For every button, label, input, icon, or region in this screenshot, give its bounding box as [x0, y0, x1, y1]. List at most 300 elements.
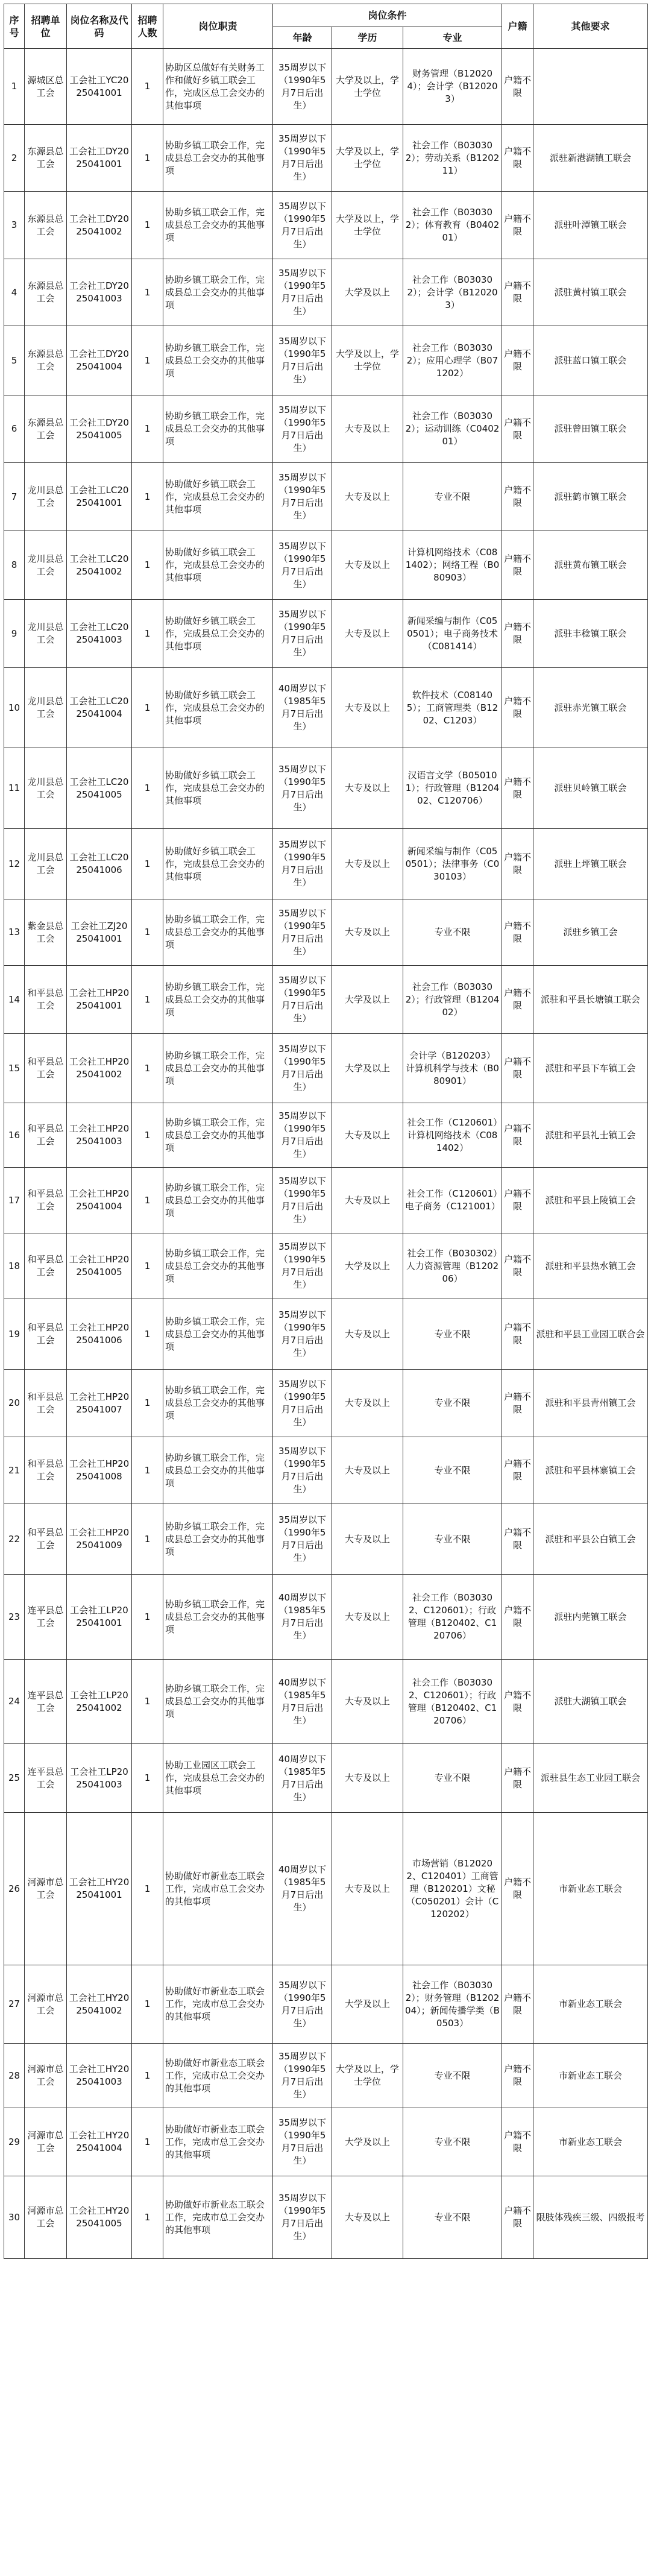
cell-duty: 协助做好市新业态工联会工作，完成市总工会交办的其他事项 [163, 2176, 273, 2259]
cell-no: 14 [4, 966, 25, 1034]
cell-position: 工会社工DY2025041001 [67, 125, 132, 192]
cell-position: 工会社工HP2025041003 [67, 1103, 132, 1168]
cell-education: 大专及以上 [332, 829, 403, 899]
cell-count: 1 [132, 899, 163, 966]
cell-other: 派驻鹤市镇工联会 [533, 463, 648, 531]
cell-education: 大学及以上 [332, 259, 403, 326]
cell-unit: 和平县总工会 [25, 1034, 67, 1103]
cell-hukou: 户籍不限 [502, 1168, 533, 1233]
cell-position: 工会社工HY2025041003 [67, 2044, 132, 2108]
cell-education: 大专及以上 [332, 1103, 403, 1168]
cell-hukou: 户籍不限 [502, 395, 533, 463]
table-row [4, 125, 648, 192]
cell-other [533, 49, 648, 125]
cell-other: 派驻和平县礼士镇工会 [533, 1103, 648, 1168]
cell-count: 1 [132, 1575, 163, 1660]
cell-major: 专业不限 [403, 1299, 502, 1370]
cell-age: 35周岁以下（1990年5月7日后出生） [273, 600, 332, 668]
cell-duty: 协助做好乡镇工联会工作，完成县总工会交办的其他事项 [163, 668, 273, 748]
cell-unit: 和平县总工会 [25, 1168, 67, 1233]
cell-no: 15 [4, 1034, 25, 1103]
cell-hukou: 户籍不限 [502, 1233, 533, 1299]
cell-unit: 龙川县总工会 [25, 829, 67, 899]
cell-duty: 协助做好乡镇工联会工作，完成县总工会交办的其他事项 [163, 463, 273, 531]
cell-no: 18 [4, 1233, 25, 1299]
cell-no: 1 [4, 49, 25, 125]
cell-other: 派驻丰稔镇工联会 [533, 600, 648, 668]
cell-age: 35周岁以下（1990年5月7日后出生） [273, 1034, 332, 1103]
cell-education: 大学及以上，学士学位 [332, 2044, 403, 2108]
cell-position: 工会社工LC2025041005 [67, 748, 132, 829]
cell-count: 1 [132, 748, 163, 829]
cell-major: 社会工作（B030302）；运动训练（C040201） [403, 395, 502, 463]
cell-age: 40周岁以下（1985年5月7日后出生） [273, 1660, 332, 1744]
cell-duty: 协助乡镇工联会工作，完成县总工会交办的其他事项 [163, 966, 273, 1034]
cell-duty: 协助乡镇工联会工作，完成县总工会交办的其他事项 [163, 326, 273, 395]
cell-age: 40周岁以下（1985年5月7日后出生） [273, 1813, 332, 1965]
cell-age: 40周岁以下（1985年5月7日后出生） [273, 1744, 332, 1813]
cell-unit: 和平县总工会 [25, 1437, 67, 1504]
cell-position: 工会社工DY2025041002 [67, 192, 132, 259]
cell-unit: 和平县总工会 [25, 1370, 67, 1437]
table-row [4, 1034, 648, 1103]
cell-count: 1 [132, 463, 163, 531]
cell-count: 1 [132, 1813, 163, 1965]
cell-major: 汉语言文学（B050101）；行政管理（B120402、C120706） [403, 748, 502, 829]
cell-education: 大专及以上 [332, 395, 403, 463]
cell-major: 新闻采编与制作（C050501）；法律事务（C030103） [403, 829, 502, 899]
cell-hukou: 户籍不限 [502, 829, 533, 899]
cell-count: 1 [132, 2044, 163, 2108]
cell-position: 工会社工DY2025041004 [67, 326, 132, 395]
cell-count: 1 [132, 259, 163, 326]
cell-other: 派驻内莞镇工联会 [533, 1575, 648, 1660]
cell-major: 社会工作（B030302）人力资源管理（B120206） [403, 1233, 502, 1299]
cell-position: 工会社工LC2025041006 [67, 829, 132, 899]
cell-major: 社会工作（B030302、C120601）；行政管理（B120402、C120706） [403, 1575, 502, 1660]
table-row [4, 1103, 648, 1168]
cell-education: 大学及以上，学士学位 [332, 125, 403, 192]
cell-age: 35周岁以下（1990年5月7日后出生） [273, 1370, 332, 1437]
cell-no: 29 [4, 2108, 25, 2176]
table-row [4, 1813, 648, 1965]
cell-position: 工会社工ZJ2025041001 [67, 899, 132, 966]
cell-no: 4 [4, 259, 25, 326]
cell-position: 工会社工LP2025041002 [67, 1660, 132, 1744]
cell-duty: 协助做好乡镇工联会工作，完成县总工会交办的其他事项 [163, 531, 273, 600]
cell-no: 9 [4, 600, 25, 668]
cell-unit: 河源市总工会 [25, 2044, 67, 2108]
header-position: 岗位名称及代码 [67, 4, 132, 49]
cell-unit: 东源县总工会 [25, 125, 67, 192]
cell-major: 专业不限 [403, 899, 502, 966]
cell-age: 35周岁以下（1990年5月7日后出生） [273, 1504, 332, 1575]
cell-no: 2 [4, 125, 25, 192]
cell-major: 市场营销（B120202、C120401）工商管理（B120201）文秘（C050201）会计（C120202） [403, 1813, 502, 1965]
cell-major: 财务管理（B120204）；会计学（B120203） [403, 49, 502, 125]
cell-other: 派驻和平县青州镇工会 [533, 1370, 648, 1437]
cell-age: 35周岁以下（1990年5月7日后出生） [273, 829, 332, 899]
cell-education: 大专及以上 [332, 748, 403, 829]
cell-age: 40周岁以下（1985年5月7日后出生） [273, 668, 332, 748]
cell-no: 10 [4, 668, 25, 748]
cell-age: 35周岁以下（1990年5月7日后出生） [273, 2108, 332, 2176]
cell-duty: 协助乡镇工联会工作，完成县总工会交办的其他事项 [163, 899, 273, 966]
cell-education: 大专及以上 [332, 1744, 403, 1813]
cell-count: 1 [132, 966, 163, 1034]
cell-major: 社会工作（B030302）；体育教育（B040201） [403, 192, 502, 259]
cell-education: 大专及以上 [332, 1437, 403, 1504]
cell-hukou: 户籍不限 [502, 899, 533, 966]
cell-position: 工会社工HP2025041009 [67, 1504, 132, 1575]
cell-education: 大学及以上 [332, 2108, 403, 2176]
cell-education: 大学及以上，学士学位 [332, 192, 403, 259]
cell-hukou: 户籍不限 [502, 668, 533, 748]
header-other: 其他要求 [533, 4, 648, 49]
cell-position: 工会社工LP2025041003 [67, 1744, 132, 1813]
table-row [4, 748, 648, 829]
cell-other: 派驻新港湖镇工联会 [533, 125, 648, 192]
cell-no: 24 [4, 1660, 25, 1744]
cell-count: 1 [132, 395, 163, 463]
cell-hukou: 户籍不限 [502, 1660, 533, 1744]
cell-count: 1 [132, 1660, 163, 1744]
cell-no: 22 [4, 1504, 25, 1575]
cell-duty: 协助做好市新业态工联会工作，完成市总工会交办的其他事项 [163, 1965, 273, 2044]
table-row [4, 1744, 648, 1813]
cell-duty: 协助乡镇工联会工作，完成县总工会交办的其他事项 [163, 125, 273, 192]
cell-unit: 龙川县总工会 [25, 668, 67, 748]
cell-duty: 协助乡镇工联会工作，完成县总工会交办的其他事项 [163, 259, 273, 326]
header-hukou: 户籍 [502, 4, 533, 49]
cell-unit: 和平县总工会 [25, 1504, 67, 1575]
cell-other: 派驻曾田镇工联会 [533, 395, 648, 463]
cell-major: 软件技术（C081405）；工商管理类（B1202、C1203） [403, 668, 502, 748]
cell-unit: 河源市总工会 [25, 1965, 67, 2044]
cell-duty: 协助乡镇工联会工作，完成县总工会交办的其他事项 [163, 1034, 273, 1103]
cell-age: 35周岁以下（1990年5月7日后出生） [273, 1168, 332, 1233]
cell-other: 派驻和平县公白镇工会 [533, 1504, 648, 1575]
cell-age: 35周岁以下（1990年5月7日后出生） [273, 326, 332, 395]
cell-other: 派驻和平县热水镇工会 [533, 1233, 648, 1299]
cell-duty: 协助区总做好有关财务工作和做好乡镇工联会工作，完成区总工会交办的其他事项 [163, 49, 273, 125]
cell-other: 派驻和平县林寨镇工会 [533, 1437, 648, 1504]
cell-major: 专业不限 [403, 1504, 502, 1575]
cell-age: 35周岁以下（1990年5月7日后出生） [273, 2176, 332, 2259]
cell-age: 35周岁以下（1990年5月7日后出生） [273, 49, 332, 125]
cell-hukou: 户籍不限 [502, 966, 533, 1034]
cell-count: 1 [132, 1370, 163, 1437]
cell-count: 1 [132, 1233, 163, 1299]
cell-major: 专业不限 [403, 1744, 502, 1813]
header-conditions: 岗位条件 [273, 4, 502, 27]
table-row [4, 1299, 648, 1370]
cell-no: 23 [4, 1575, 25, 1660]
table-body [4, 49, 648, 2259]
table-row [4, 326, 648, 395]
cell-education: 大专及以上 [332, 463, 403, 531]
cell-hukou: 户籍不限 [502, 326, 533, 395]
cell-no: 12 [4, 829, 25, 899]
cell-position: 工会社工HP2025041005 [67, 1233, 132, 1299]
cell-education: 大专及以上 [332, 1660, 403, 1744]
cell-position: 工会社工HP2025041006 [67, 1299, 132, 1370]
cell-count: 1 [132, 1965, 163, 2044]
table-row [4, 1233, 648, 1299]
cell-count: 1 [132, 1504, 163, 1575]
table-row [4, 2176, 648, 2259]
cell-no: 7 [4, 463, 25, 531]
cell-unit: 和平县总工会 [25, 1233, 67, 1299]
cell-position: 工会社工HY2025041001 [67, 1813, 132, 1965]
cell-hukou: 户籍不限 [502, 1103, 533, 1168]
cell-unit: 连平县总工会 [25, 1575, 67, 1660]
cell-no: 6 [4, 395, 25, 463]
cell-major: 社会工作（B030302）；应用心理学（B071202） [403, 326, 502, 395]
cell-duty: 协助做好市新业态工联会工作，完成市总工会交办的其他事项 [163, 2108, 273, 2176]
cell-major: 社会工作（C120601）电子商务（C121001） [403, 1168, 502, 1233]
cell-position: 工会社工HP2025041008 [67, 1437, 132, 1504]
table-row [4, 600, 648, 668]
cell-major: 专业不限 [403, 1370, 502, 1437]
cell-count: 1 [132, 1744, 163, 1813]
cell-other: 派驻大湖镇工联会 [533, 1660, 648, 1744]
cell-other: 派驻赤光镇工联会 [533, 668, 648, 748]
cell-position: 工会社工HP2025041004 [67, 1168, 132, 1233]
cell-major: 社会工作（C120601）计算机网络技术（C081402） [403, 1103, 502, 1168]
cell-other: 限肢体残疾三级、四级报考 [533, 2176, 648, 2259]
cell-age: 35周岁以下（1990年5月7日后出生） [273, 395, 332, 463]
recruitment-table-sheet [4, 4, 648, 2259]
cell-position: 工会社工DY2025041003 [67, 259, 132, 326]
cell-education: 大专及以上 [332, 668, 403, 748]
cell-other: 派驻贝岭镇工联会 [533, 748, 648, 829]
cell-other: 派驻和平县下车镇工会 [533, 1034, 648, 1103]
cell-position: 工会社工HY2025041004 [67, 2108, 132, 2176]
cell-duty: 协助乡镇工联会工作，完成县总工会交办的其他事项 [163, 395, 273, 463]
cell-position: 工会社工YC2025041001 [67, 49, 132, 125]
cell-unit: 龙川县总工会 [25, 600, 67, 668]
cell-duty: 协助乡镇工联会工作，完成县总工会交办的其他事项 [163, 1660, 273, 1744]
cell-hukou: 户籍不限 [502, 2108, 533, 2176]
cell-major: 社会工作（B030302、C120601）；行政管理（B120402、C120706） [403, 1660, 502, 1744]
table-header [4, 4, 648, 49]
cell-education: 大学及以上 [332, 1965, 403, 2044]
header-major: 专业 [403, 27, 502, 49]
cell-no: 28 [4, 2044, 25, 2108]
table-row [4, 463, 648, 531]
cell-other: 派驻黄布镇工联会 [533, 531, 648, 600]
cell-unit: 连平县总工会 [25, 1744, 67, 1813]
cell-count: 1 [132, 829, 163, 899]
cell-no: 8 [4, 531, 25, 600]
cell-count: 1 [132, 326, 163, 395]
cell-other: 市新业态工联会 [533, 1965, 648, 2044]
cell-no: 30 [4, 2176, 25, 2259]
cell-hukou: 户籍不限 [502, 1575, 533, 1660]
cell-hukou: 户籍不限 [502, 49, 533, 125]
cell-education: 大学及以上，学士学位 [332, 326, 403, 395]
cell-duty: 协助乡镇工联会工作，完成县总工会交办的其他事项 [163, 1370, 273, 1437]
cell-duty: 协助工业园区工联会工作，完成县总工会交办的其他事项 [163, 1744, 273, 1813]
header-unit: 招聘单位 [25, 4, 67, 49]
cell-age: 35周岁以下（1990年5月7日后出生） [273, 531, 332, 600]
cell-unit: 东源县总工会 [25, 259, 67, 326]
header-education: 学历 [332, 27, 403, 49]
cell-no: 21 [4, 1437, 25, 1504]
table-row [4, 899, 648, 966]
cell-other: 市新业态工联会 [533, 2108, 648, 2176]
cell-age: 35周岁以下（1990年5月7日后出生） [273, 259, 332, 326]
cell-education: 大专及以上 [332, 2176, 403, 2259]
cell-education: 大专及以上 [332, 1504, 403, 1575]
cell-major: 专业不限 [403, 463, 502, 531]
table-row [4, 1660, 648, 1744]
cell-position: 工会社工HY2025041002 [67, 1965, 132, 2044]
cell-age: 35周岁以下（1990年5月7日后出生） [273, 966, 332, 1034]
table-row [4, 1504, 648, 1575]
cell-count: 1 [132, 1034, 163, 1103]
cell-education: 大专及以上 [332, 1575, 403, 1660]
cell-hukou: 户籍不限 [502, 2044, 533, 2108]
cell-no: 26 [4, 1813, 25, 1965]
cell-unit: 龙川县总工会 [25, 463, 67, 531]
cell-age: 35周岁以下（1990年5月7日后出生） [273, 125, 332, 192]
cell-hukou: 户籍不限 [502, 1437, 533, 1504]
cell-unit: 连平县总工会 [25, 1660, 67, 1744]
cell-unit: 河源市总工会 [25, 2176, 67, 2259]
cell-position: 工会社工LC2025041001 [67, 463, 132, 531]
table-row [4, 1965, 648, 2044]
cell-other: 派驻叶潭镇工联会 [533, 192, 648, 259]
cell-position: 工会社工HY2025041005 [67, 2176, 132, 2259]
cell-age: 35周岁以下（1990年5月7日后出生） [273, 1965, 332, 2044]
cell-unit: 东源县总工会 [25, 192, 67, 259]
cell-position: 工会社工LC2025041003 [67, 600, 132, 668]
cell-education: 大专及以上 [332, 531, 403, 600]
cell-no: 17 [4, 1168, 25, 1233]
cell-no: 20 [4, 1370, 25, 1437]
cell-hukou: 户籍不限 [502, 1504, 533, 1575]
cell-count: 1 [132, 1299, 163, 1370]
cell-age: 35周岁以下（1990年5月7日后出生） [273, 1103, 332, 1168]
cell-duty: 协助乡镇工联会工作，完成县总工会交办的其他事项 [163, 1168, 273, 1233]
cell-other: 市新业态工联会 [533, 2044, 648, 2108]
header-no: 序号 [4, 4, 25, 49]
table-row [4, 668, 648, 748]
cell-age: 35周岁以下（1990年5月7日后出生） [273, 748, 332, 829]
cell-unit: 和平县总工会 [25, 966, 67, 1034]
cell-age: 35周岁以下（1990年5月7日后出生） [273, 1233, 332, 1299]
cell-duty: 协助乡镇工联会工作，完成县总工会交办的其他事项 [163, 1103, 273, 1168]
cell-major: 社会工作（B030302）；会计学（B120203） [403, 259, 502, 326]
cell-other: 派驻和平县上陵镇工会 [533, 1168, 648, 1233]
cell-count: 1 [132, 49, 163, 125]
cell-position: 工会社工DY2025041005 [67, 395, 132, 463]
cell-hukou: 户籍不限 [502, 259, 533, 326]
cell-education: 大专及以上 [332, 600, 403, 668]
cell-unit: 东源县总工会 [25, 395, 67, 463]
cell-major: 会计学（B120203）计算机科学与技术（B080901） [403, 1034, 502, 1103]
cell-no: 16 [4, 1103, 25, 1168]
cell-education: 大专及以上 [332, 1299, 403, 1370]
table-row [4, 2108, 648, 2176]
cell-age: 35周岁以下（1990年5月7日后出生） [273, 1299, 332, 1370]
cell-education: 大学及以上，学士学位 [332, 49, 403, 125]
cell-position: 工会社工LC2025041004 [67, 668, 132, 748]
cell-education: 大专及以上 [332, 1168, 403, 1233]
cell-unit: 河源市总工会 [25, 2108, 67, 2176]
cell-unit: 龙川县总工会 [25, 531, 67, 600]
cell-count: 1 [132, 192, 163, 259]
cell-position: 工会社工HP2025041002 [67, 1034, 132, 1103]
table-row [4, 1575, 648, 1660]
cell-major: 专业不限 [403, 2176, 502, 2259]
header-age: 年龄 [273, 27, 332, 49]
cell-no: 3 [4, 192, 25, 259]
cell-age: 35周岁以下（1990年5月7日后出生） [273, 463, 332, 531]
cell-education: 大专及以上 [332, 1813, 403, 1965]
cell-major: 专业不限 [403, 1437, 502, 1504]
cell-count: 1 [132, 1103, 163, 1168]
table-row [4, 1168, 648, 1233]
cell-count: 1 [132, 1437, 163, 1504]
cell-no: 13 [4, 899, 25, 966]
cell-no: 19 [4, 1299, 25, 1370]
cell-count: 1 [132, 125, 163, 192]
cell-count: 1 [132, 2176, 163, 2259]
cell-unit: 龙川县总工会 [25, 748, 67, 829]
cell-education: 大学及以上 [332, 1034, 403, 1103]
cell-hukou: 户籍不限 [502, 600, 533, 668]
table-row [4, 395, 648, 463]
cell-other: 派驻和平县长塘镇工联会 [533, 966, 648, 1034]
cell-hukou: 户籍不限 [502, 1034, 533, 1103]
cell-major: 专业不限 [403, 2044, 502, 2108]
cell-hukou: 户籍不限 [502, 1813, 533, 1965]
table-row [4, 829, 648, 899]
cell-unit: 源城区总工会 [25, 49, 67, 125]
cell-unit: 河源市总工会 [25, 1813, 67, 1965]
cell-hukou: 户籍不限 [502, 463, 533, 531]
cell-other: 派驻上坪镇工联会 [533, 829, 648, 899]
cell-duty: 协助做好乡镇工联会工作，完成县总工会交办的其他事项 [163, 829, 273, 899]
table-row [4, 49, 648, 125]
cell-duty: 协助做好乡镇工联会工作，完成县总工会交办的其他事项 [163, 748, 273, 829]
cell-duty: 协助做好市新业态工联会工作，完成市总工会交办的其他事项 [163, 1813, 273, 1965]
cell-duty: 协助乡镇工联会工作，完成县总工会交办的其他事项 [163, 1233, 273, 1299]
table-row [4, 259, 648, 326]
cell-unit: 紫金县总工会 [25, 899, 67, 966]
cell-hukou: 户籍不限 [502, 2176, 533, 2259]
table-row [4, 966, 648, 1034]
table-row [4, 531, 648, 600]
cell-age: 35周岁以下（1990年5月7日后出生） [273, 2044, 332, 2108]
cell-major: 计算机网络技术（C081402）；网络工程（B080903） [403, 531, 502, 600]
cell-unit: 东源县总工会 [25, 326, 67, 395]
cell-position: 工会社工HP2025041007 [67, 1370, 132, 1437]
cell-major: 专业不限 [403, 2108, 502, 2176]
cell-hukou: 户籍不限 [502, 192, 533, 259]
cell-count: 1 [132, 600, 163, 668]
cell-hukou: 户籍不限 [502, 1299, 533, 1370]
table-row [4, 192, 648, 259]
header-count: 招聘人数 [132, 4, 163, 49]
cell-age: 35周岁以下（1990年5月7日后出生） [273, 192, 332, 259]
cell-duty: 协助做好市新业态工联会工作，完成市总工会交办的其他事项 [163, 2044, 273, 2108]
cell-duty: 协助乡镇工联会工作，完成县总工会交办的其他事项 [163, 1575, 273, 1660]
cell-count: 1 [132, 1168, 163, 1233]
